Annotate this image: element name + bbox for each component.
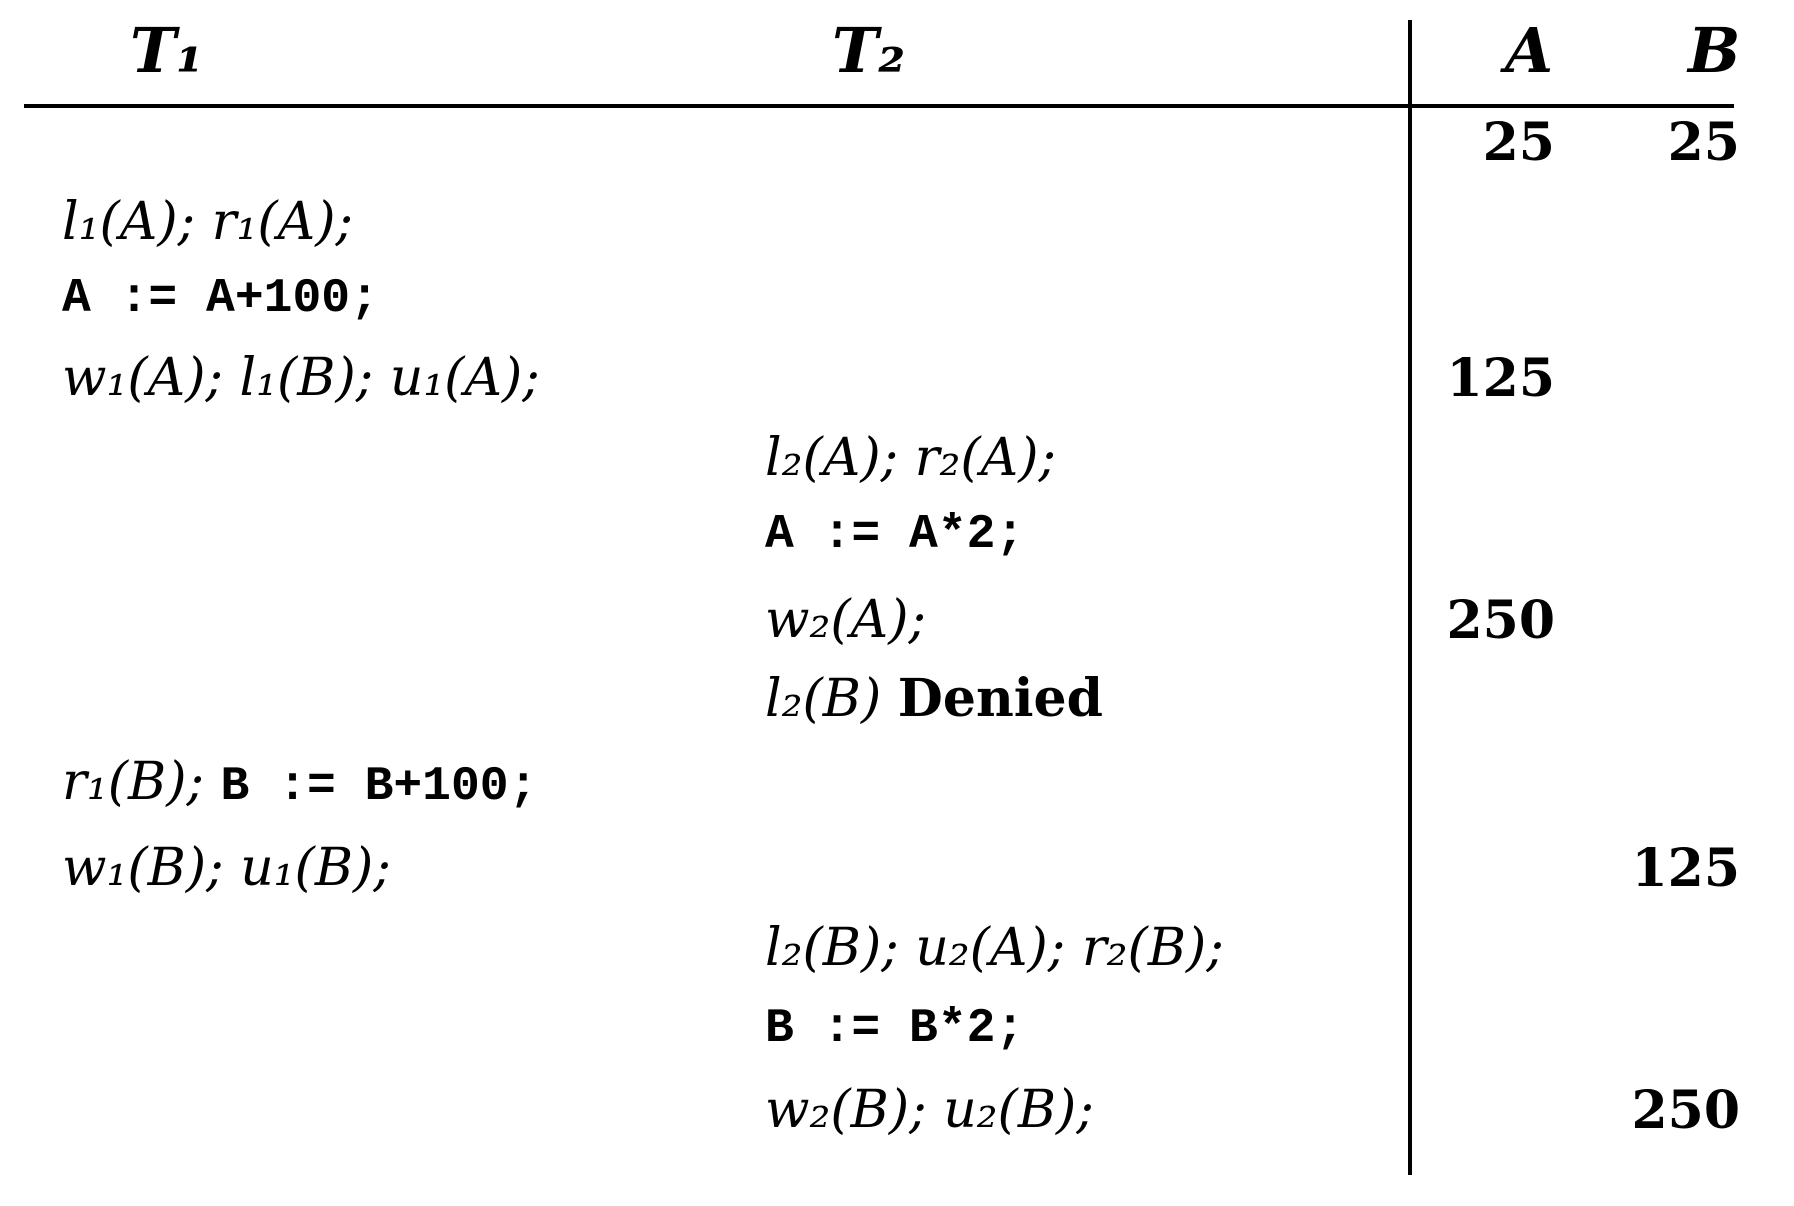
header-b: B [1688, 14, 1741, 87]
value-a-step-3: 125 [1446, 348, 1555, 409]
schedule-step-7-t2 [765, 668, 1103, 729]
schedule-step-4-t2: l₂(A); r₂(A); [765, 428, 1057, 488]
value-b-step-12: 250 [1631, 1080, 1740, 1141]
value-b-step-9: 125 [1631, 838, 1740, 899]
schedule-step-12-t2: w₂(B); u₂(B); [765, 1080, 1094, 1140]
header-rule [24, 104, 1734, 108]
schedule-step-6-t2: w₂(A); [765, 590, 927, 650]
header-t2: T₂ [832, 14, 906, 87]
schedule-step-2-t1: A := A+100; [62, 272, 379, 326]
schedule-step-3-t1: w₁(A); l₁(B); u₁(A); [62, 348, 540, 408]
value-a-step-6: 250 [1446, 590, 1555, 651]
schedule-step-9-t1: w₁(B); u₁(B); [62, 838, 391, 898]
header-t1: T₁ [130, 14, 204, 87]
assign-b: B := B+100; [220, 760, 538, 814]
schedule-step-5-t2: A := A*2; [765, 508, 1025, 562]
lock-request: l₂(B) [765, 669, 882, 729]
denied-label: Denied [897, 668, 1103, 729]
schedule-step-11-t2: B := B*2; [765, 1002, 1025, 1056]
read-b: r₁(B); [62, 752, 205, 812]
schedule-step-1-t1: l₁(A); r₁(A); [62, 192, 354, 252]
schedule-step-10-t2: l₂(B); u₂(A); r₂(B); [765, 918, 1224, 978]
initial-b: 25 [1667, 112, 1740, 173]
header-a: A [1505, 14, 1554, 87]
schedule-step-8-t1 [62, 752, 537, 814]
initial-a: 25 [1482, 112, 1555, 173]
